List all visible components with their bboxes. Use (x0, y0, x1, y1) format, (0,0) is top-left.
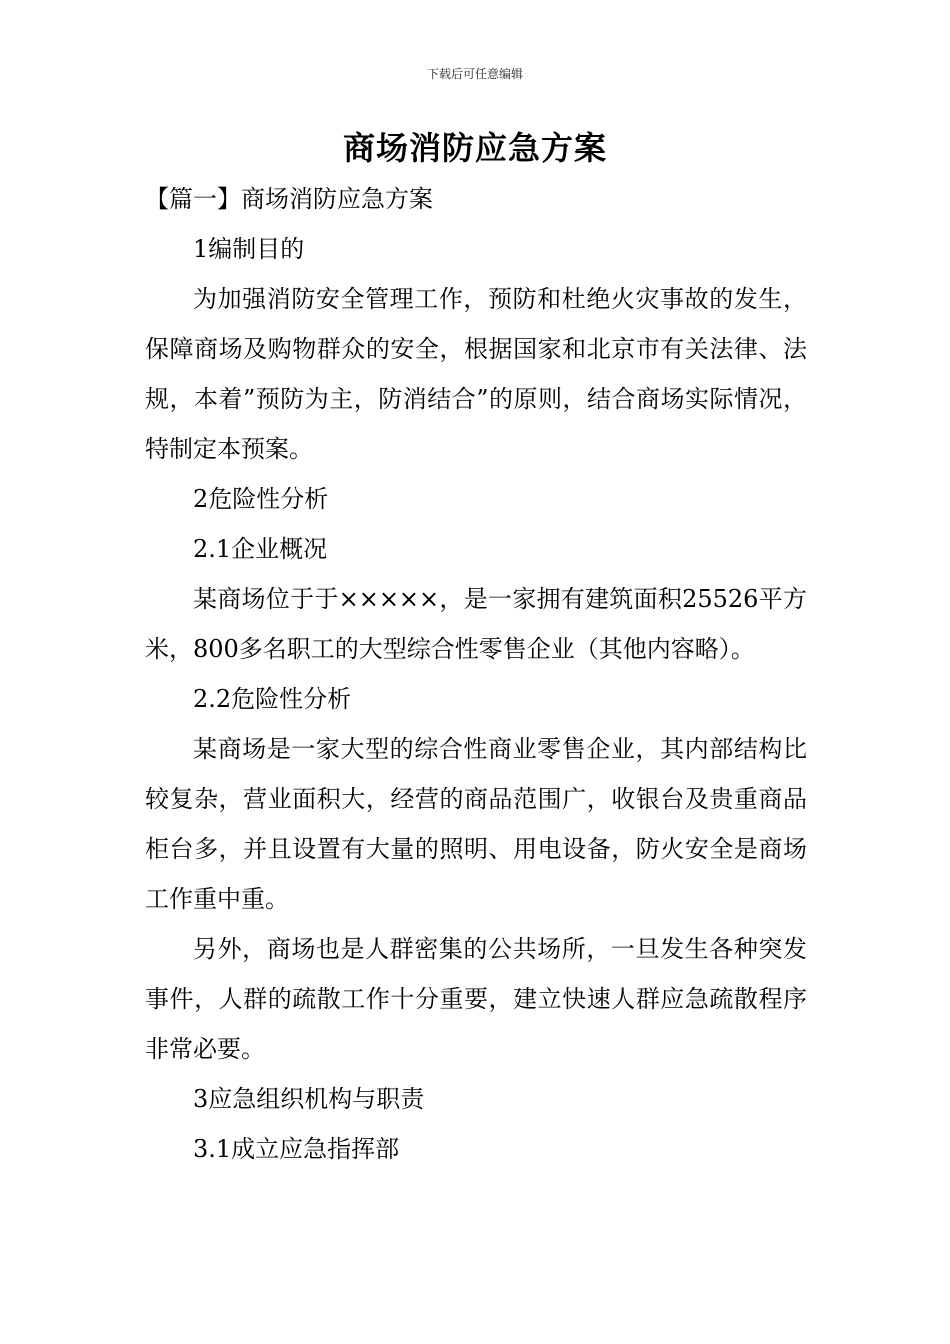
heading-3-1-command: 3.1成立应急指挥部 (193, 1135, 400, 1163)
document-title: 商场消防应急方案 (342, 129, 607, 167)
paragraph-overview: 某商场位于于×××××，是一家拥有建筑面积25526平方米，800多名职工的大型综合性零售企业（其他内容略）。 (145, 585, 807, 663)
heading-1-purpose: 1编制目的 (193, 235, 305, 263)
paragraph-risk: 某商场是一家大型的综合性商业零售企业，其内部结构比较复杂，营业面积大，经营的商品范围广，收银台及贵重商品柜台多，并且设置有大量的照明、用电设备，防火安全是商场工作重中重。 (145, 735, 807, 913)
document-body (145, 174, 807, 1174)
paragraph-evacuation: 另外，商场也是人群密集的公共场所，一旦发生各种突发事件，人群的疏散工作十分重要，建立快速人群应急疏散程序非常必要。 (145, 935, 807, 1063)
heading-2-risk-analysis: 2危险性分析 (193, 485, 329, 513)
heading-3-organization: 3应急组织机构与职责 (193, 1085, 425, 1113)
paragraph-purpose: 为加强消防安全管理工作，预防和杜绝火灾事故的发生，保障商场及购物群众的安全，根据国家和北京市有关法律、法规，本着”预防为主，防消结合”的原则，结合商场实际情况，特制定本预案。 (145, 285, 807, 463)
header-note: 下载后可任意编辑 (426, 67, 523, 81)
heading-2-2-risk: 2.2危险性分析 (193, 685, 352, 713)
heading-2-1-overview: 2.1企业概况 (193, 535, 328, 563)
section-heading-part-one: 【篇一】商场消防应急方案 (145, 185, 433, 213)
